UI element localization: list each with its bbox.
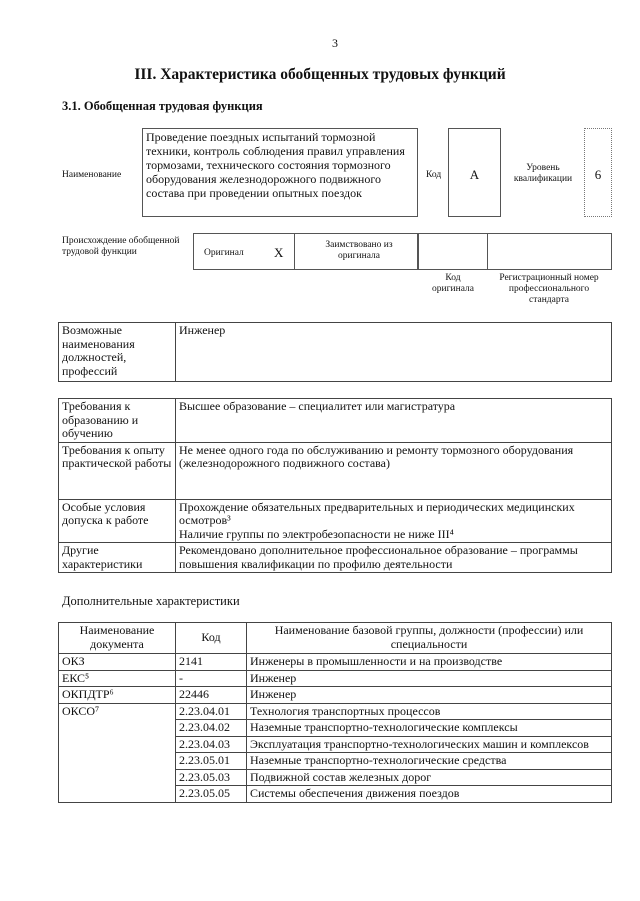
requirement-value xyxy=(176,543,612,573)
row-name: Системы обеспечения движения поездов xyxy=(247,786,612,803)
row-name: Инженеры в промышленности и на производстве xyxy=(247,654,612,671)
row-name: Эксплуатация транспортно-технологических машин и комплексов xyxy=(247,736,612,753)
row-doc: ОКЗ xyxy=(59,654,176,671)
row-code: 2141 xyxy=(176,654,247,671)
requirement-line: Не менее одного года по обслуживанию и ремонту тормозного оборудования (железнодорожного подвижного состава) xyxy=(179,442,574,470)
requirement-line: Наличие группы по электробезопасности не ниже III⁴ xyxy=(179,526,454,541)
row-code: 2.23.05.01 xyxy=(176,753,247,770)
table-row xyxy=(59,499,612,543)
row-name: Наземные транспортно-технологические комплексы xyxy=(247,720,612,737)
origin-divider xyxy=(294,233,295,270)
origin-reg-box xyxy=(487,233,612,270)
row-name: Инженер xyxy=(247,687,612,704)
row-code: 2.23.04.01 xyxy=(176,703,247,720)
requirement-line: Высшее образование – специалитет или магистратура xyxy=(179,399,456,413)
requirement-value xyxy=(176,499,612,543)
section-title: III. Характеристика обобщенных трудовых функций xyxy=(134,66,506,83)
positions-label: Возможные наименования должностей, профессий xyxy=(59,323,176,382)
requirement-label: Требования к образованию и обучению xyxy=(59,399,176,443)
origin-original-label: Оригинал xyxy=(204,248,244,258)
origin-box xyxy=(193,233,418,270)
additional-title: Дополнительные характеристики xyxy=(62,594,240,608)
row-name: Наземные транспортно-технологические средства xyxy=(247,753,612,770)
row-code: 2.23.04.03 xyxy=(176,736,247,753)
row-doc: ОКСО⁷ xyxy=(59,703,176,802)
table-row xyxy=(59,687,612,704)
table-row xyxy=(59,670,612,687)
function-name-label: Наименование xyxy=(62,170,122,180)
page-number: 3 xyxy=(332,36,338,50)
origin-code-box xyxy=(418,233,488,270)
table-row xyxy=(59,654,612,671)
positions-table xyxy=(58,322,612,382)
table-row xyxy=(59,703,612,720)
header-name: Наименование базовой группы, должности (профессии) или специальности xyxy=(247,623,612,654)
requirement-line: Рекомендовано дополнительное профессиональное образование – программы повышения квалификации по профилю деятельности xyxy=(179,543,578,571)
row-doc: ЕКС⁵ xyxy=(59,670,176,687)
requirement-label: Особые условия допуска к работе xyxy=(59,499,176,543)
table-header-row xyxy=(59,623,612,654)
function-code-value: А xyxy=(469,167,480,182)
additional-table xyxy=(58,622,612,803)
function-level-label: Уровень квалификации xyxy=(513,163,573,184)
origin-label: Происхождение обобщенной трудовой функции xyxy=(62,236,180,257)
function-code-label: Код xyxy=(426,170,442,180)
table-row xyxy=(59,442,612,499)
table-row xyxy=(59,323,612,382)
table-row xyxy=(59,399,612,443)
requirement-value xyxy=(176,399,612,443)
subsection-title: 3.1. Обобщенная трудовая функция xyxy=(62,99,263,113)
function-code-box xyxy=(448,128,501,217)
row-code: 22446 xyxy=(176,687,247,704)
origin-code-caption: Код оригинала xyxy=(432,273,474,294)
function-name-value: Проведение поездных испытаний тормозной техники, контроль соблюдения правил управления тормозами, технического состояния тормозного оборудования железнодорожного подвижного состава при проведении опытных поездок xyxy=(142,128,418,217)
row-name: Подвижной состав железных дорог xyxy=(247,769,612,786)
function-level-value: 6 xyxy=(594,167,602,182)
row-doc: ОКПДТР⁶ xyxy=(59,687,176,704)
function-level-box xyxy=(584,128,612,217)
header-document: Наименование документа xyxy=(59,623,176,654)
positions-value: Инженер xyxy=(176,323,612,382)
row-code: 2.23.05.03 xyxy=(176,769,247,786)
origin-original-mark: X xyxy=(274,245,284,260)
requirements-table xyxy=(58,398,612,573)
row-code: - xyxy=(176,670,247,687)
requirement-label: Требования к опыту практической работы xyxy=(59,442,176,499)
row-code: 2.23.05.05 xyxy=(176,786,247,803)
row-name: Инженер xyxy=(247,670,612,687)
requirement-line: Прохождение обязательных предварительных и периодических медицинских осмотров³ xyxy=(179,499,575,527)
row-name: Технология транспортных процессов xyxy=(247,703,612,720)
origin-borrowed-label: Заимствовано из оригинала xyxy=(325,240,393,261)
requirement-label: Другие характеристики xyxy=(59,543,176,573)
table-row xyxy=(59,543,612,573)
requirement-value xyxy=(176,442,612,499)
row-code: 2.23.04.02 xyxy=(176,720,247,737)
origin-reg-caption: Регистрационный номер профессионального стандарта xyxy=(499,273,599,305)
header-code: Код xyxy=(176,623,247,654)
